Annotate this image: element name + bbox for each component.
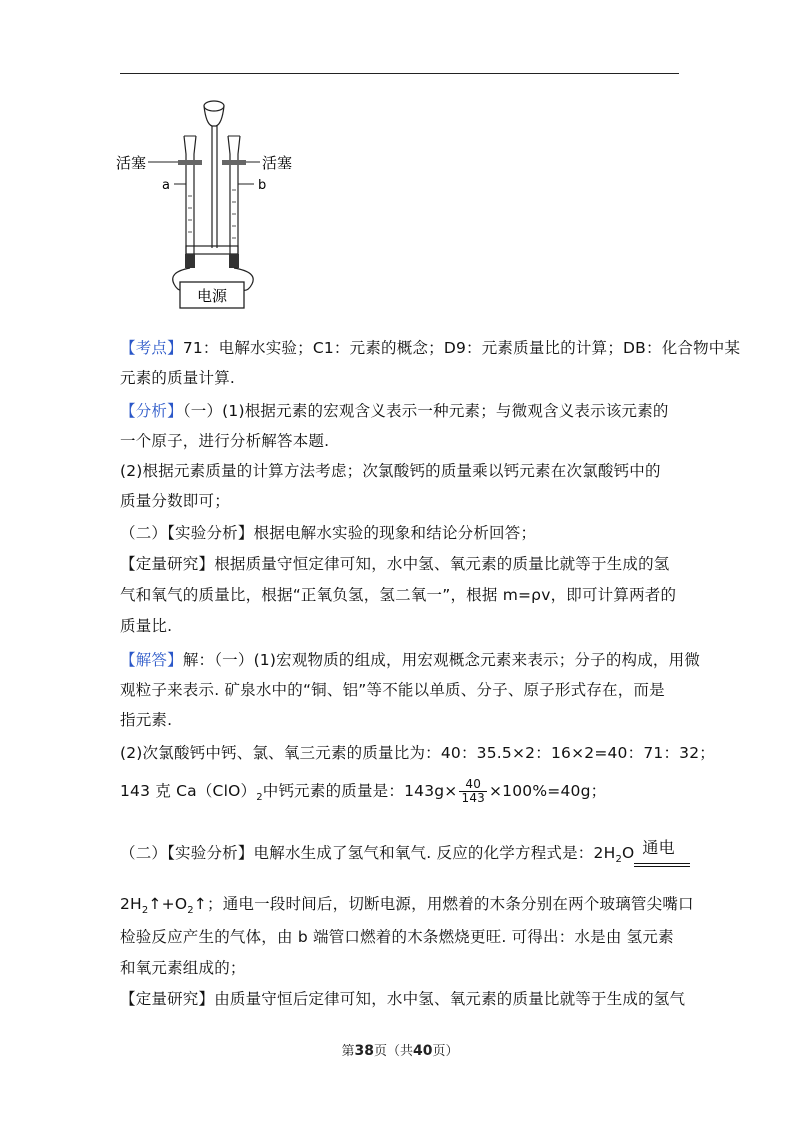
power-source-label: 电源 [196,287,228,305]
fenxi-tag: 【分析】 [120,402,183,420]
fenxi-line-5: （二）【实验分析】根据电解水实验的现象和结论分析回答； [120,524,537,542]
fenxi-line-8: 质量比. [120,617,173,635]
page-number: 38 [354,1043,374,1059]
kaodian-tag: 【考点】 [120,339,183,357]
fenxi-line-6: 【定量研究】根据质量守恒定律可知，水中氢、氧元素的质量比就等于生成的氢 [120,555,670,573]
kaodian-line-1: 【考点】71：电解水实验；C1：元素的概念；D9：元素质量比的计算；DB：化合物中某 [120,339,741,357]
fenxi-line-7: 气和氧气的质量比，根据“正氧负氢，氢二氧一”，根据 m=ρv，即可计算两者的 [120,586,677,604]
stopcock-label-left: 活塞 [116,154,147,172]
jieda-line-4: (2)次氯酸钙中钙、氯、氧三元素的质量比为：40：35.5×2：16×2=40：71：32； [120,744,715,762]
jieda-line-5: 143 克 $Ca(ClO)_2$中钙元素的质量是：143g× $\frac{40}{143}$ ×100%=40g； [120,777,607,805]
tube-label-a: a [162,178,170,193]
page-total: 40 [413,1043,433,1059]
fenxi-line-2: 一个原子，进行分析解答本题. [120,432,330,450]
jieda-line-9: 和氧元素组成的； [120,959,246,977]
fenxi-line-1: 【分析】（一）(1)根据元素的宏观含义表示一种元素；与微观含义表示该元素的 [120,402,669,420]
stopcock-label-right: 活塞 [262,154,293,172]
jieda-line-10: 【定量研究】由质量守恒后定律可知，水中氢、氧元素的质量比就等于生成的氢气 [120,990,686,1008]
jieda-tag: 【解答】 [120,651,183,669]
jieda-line-1: 【解答】解：（一）(1)宏观物质的组成，用宏观概念元素来表示；分子的构成，用微 [120,651,701,669]
tube-label-b: b [258,178,267,193]
electrolysis-apparatus-diagram [108,96,308,316]
fenxi-line-4: 质量分数即可； [120,492,230,510]
jieda-line-2: 观粒子来表示. 矿泉水中的“铜、铝”等不能以单质、分子、原子形式存在，而是 [120,681,665,699]
jieda-line-3: 指元素. [120,711,173,729]
fraction-40-over-143: $\frac{40}{143}$ [461,777,485,805]
header-rule [120,73,679,74]
jieda-line-6: （二）【实验分析】电解水生成了氢气和氧气. 反应的化学方程式是：$2H_2O$ 通电 [120,838,680,875]
jieda-line-8: 检验反应产生的气体，由 b 端管口燃着的木条燃烧更旺. 可得出：水是由 氢元素 [120,928,674,946]
page-footer: 第38页（共40页） [341,1043,459,1059]
kaodian-line-2: 元素的质量计算. [120,369,236,387]
reaction-condition: 通电 [634,845,690,875]
fenxi-line-3: (2)根据元素质量的计算方法考虑；次氯酸钙的质量乘以钙元素在次氯酸钙中的 [120,462,661,480]
jieda-line-7: $2H_2↑+O_2↑$；通电一段时间后，切断电源，用燃着的木条分别在两个玻璃管尖嘴口 [120,895,694,917]
